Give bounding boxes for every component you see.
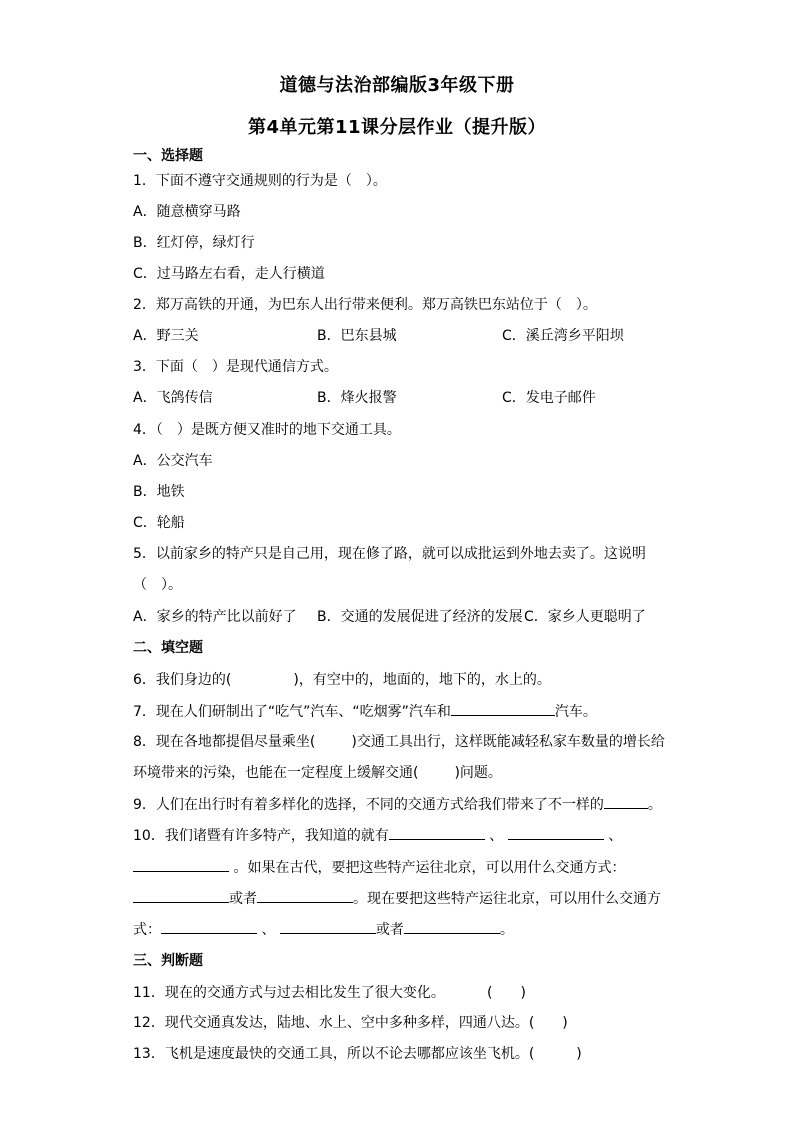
question-10-line-2 [133, 858, 625, 877]
question-5-stem: 5．以前家乡的特产只是自己用，现在修了路，就可以成批运到外地去卖了。这说明 [133, 546, 646, 562]
question-9 [133, 795, 662, 814]
question-10-sep-3: 、 [261, 922, 276, 938]
question-10-line-1 [133, 826, 622, 845]
question-7-text-b: 汽车。 [554, 704, 597, 720]
question-9-text-a: 9．人们在出行时有着多样化的选择，不同的交通方式给我们带来了不一样的 [133, 797, 604, 813]
question-8-text-b: )交通工具出行，这样既能减轻私家车数量的增长给 [351, 734, 665, 750]
question-1-option-a: A．随意横穿马路 [133, 204, 241, 220]
question-10-text-g: 。 [499, 922, 514, 938]
question-10-text-c: 或者 [229, 891, 257, 907]
question-10-text-a: 10．我们诸暨有许多特产，我知道的就有 [133, 828, 389, 844]
page-subtitle: 第4单元第11课分层作业（提升版） [247, 117, 547, 138]
question-4-option-c: C．轮船 [133, 515, 185, 531]
question-10-line-3 [133, 889, 661, 908]
question-5-stem-cont: （ ）。 [133, 577, 182, 593]
page-title: 道德与法治部编版3年级下册 [279, 75, 515, 96]
question-13-stem: 13．飞机是速度最快的交通工具，所以不论去哪都应该坐飞机。( ) [133, 1046, 582, 1062]
question-8-text-c: 环境带来的污染，也能在一定程度上缓解交通( [133, 765, 419, 781]
question-10-blank-6[interactable] [161, 920, 257, 934]
question-2-option-b: B．巴东县城 [317, 328, 397, 344]
question-3-option-b: B．烽火报警 [317, 390, 397, 406]
question-2-stem: 2．郑万高铁的开通，为巴东人出行带来便利。郑万高铁巴东站位于（ ）。 [133, 297, 597, 313]
question-10-text-d: 。现在要把这些特产运往北京，可以用什么交通方 [353, 891, 661, 907]
question-9-text-b: 。 [647, 797, 662, 813]
question-10-sep-2: 、 [608, 828, 623, 844]
question-4-option-b: B．地铁 [133, 484, 185, 500]
question-9-answer-blank[interactable] [604, 795, 648, 809]
question-1-option-c: C．过马路左右看，走人行横道 [133, 266, 325, 282]
question-6-text-b: )，有空中的，地面的，地下的，水上的。 [293, 672, 551, 688]
section-fill-heading: 二、填空题 [133, 640, 203, 656]
question-10-blank-2[interactable] [508, 826, 604, 840]
question-6 [133, 671, 551, 689]
question-11-stem: 11．现在的交通方式与过去相比发生了很大变化。 [133, 985, 445, 1001]
question-10-text-f: 或者 [375, 922, 404, 938]
question-1-option-b: B．红灯停，绿灯行 [133, 235, 255, 251]
question-5-option-a: A．家乡的特产比以前好了 [133, 609, 297, 625]
question-5-option-b: B．交通的发展促进了经济的发展 [317, 609, 523, 625]
question-7-text-a: 7．现在人们研制出了“吃气”汽车、“吃烟雾”汽车和 [133, 704, 451, 720]
question-10-blank-5[interactable] [257, 889, 353, 903]
question-8-line-1 [133, 733, 665, 751]
question-8-text-a: 8．现在各地都提倡尽量乘坐( [133, 734, 316, 750]
question-7 [133, 702, 597, 721]
question-1-stem: 1．下面不遵守交通规则的行为是（ ）。 [133, 173, 387, 189]
question-10-text-b: 。如果在古代，要把这些特产运往北京，可以用什么交通方式： [233, 860, 626, 876]
question-5-option-c: C．家乡人更聪明了 [524, 609, 646, 625]
question-6-text-a: 6．我们身边的( [133, 672, 232, 688]
question-10-blank-7[interactable] [280, 920, 376, 934]
question-10-text-e: 式： [133, 922, 161, 938]
question-2-option-c: C．溪丘湾乡平阳坝 [502, 328, 624, 344]
question-4-stem: 4．（ ）是既方便又准时的地下交通工具。 [133, 422, 401, 438]
section-choice-heading: 一、选择题 [133, 148, 203, 164]
question-3-option-a: A．飞鸽传信 [133, 390, 213, 406]
question-11-answer-paren[interactable]: ( ) [487, 985, 526, 1001]
question-4-option-a: A．公交汽车 [133, 453, 213, 469]
question-12-stem: 12．现代交通真发达，陆地、水上、空中多种多样，四通八达。( ) [133, 1015, 568, 1031]
question-3-stem: 3．下面（ ）是现代通信方式。 [133, 359, 338, 375]
question-2-option-a: A．野三关 [133, 328, 199, 344]
question-10-line-4 [133, 920, 514, 939]
question-10-sep-1: 、 [489, 828, 504, 844]
question-8-text-d: )问题。 [454, 765, 502, 781]
question-10-blank-4[interactable] [133, 889, 229, 903]
question-7-answer-blank[interactable] [451, 702, 555, 716]
question-10-blank-1[interactable] [389, 826, 485, 840]
question-8-line-2 [133, 764, 502, 782]
question-3-option-c: C．发电子邮件 [502, 390, 596, 406]
section-judge-heading: 三、判断题 [133, 953, 203, 969]
question-10-blank-3[interactable] [133, 858, 229, 872]
question-10-blank-8[interactable] [404, 920, 500, 934]
